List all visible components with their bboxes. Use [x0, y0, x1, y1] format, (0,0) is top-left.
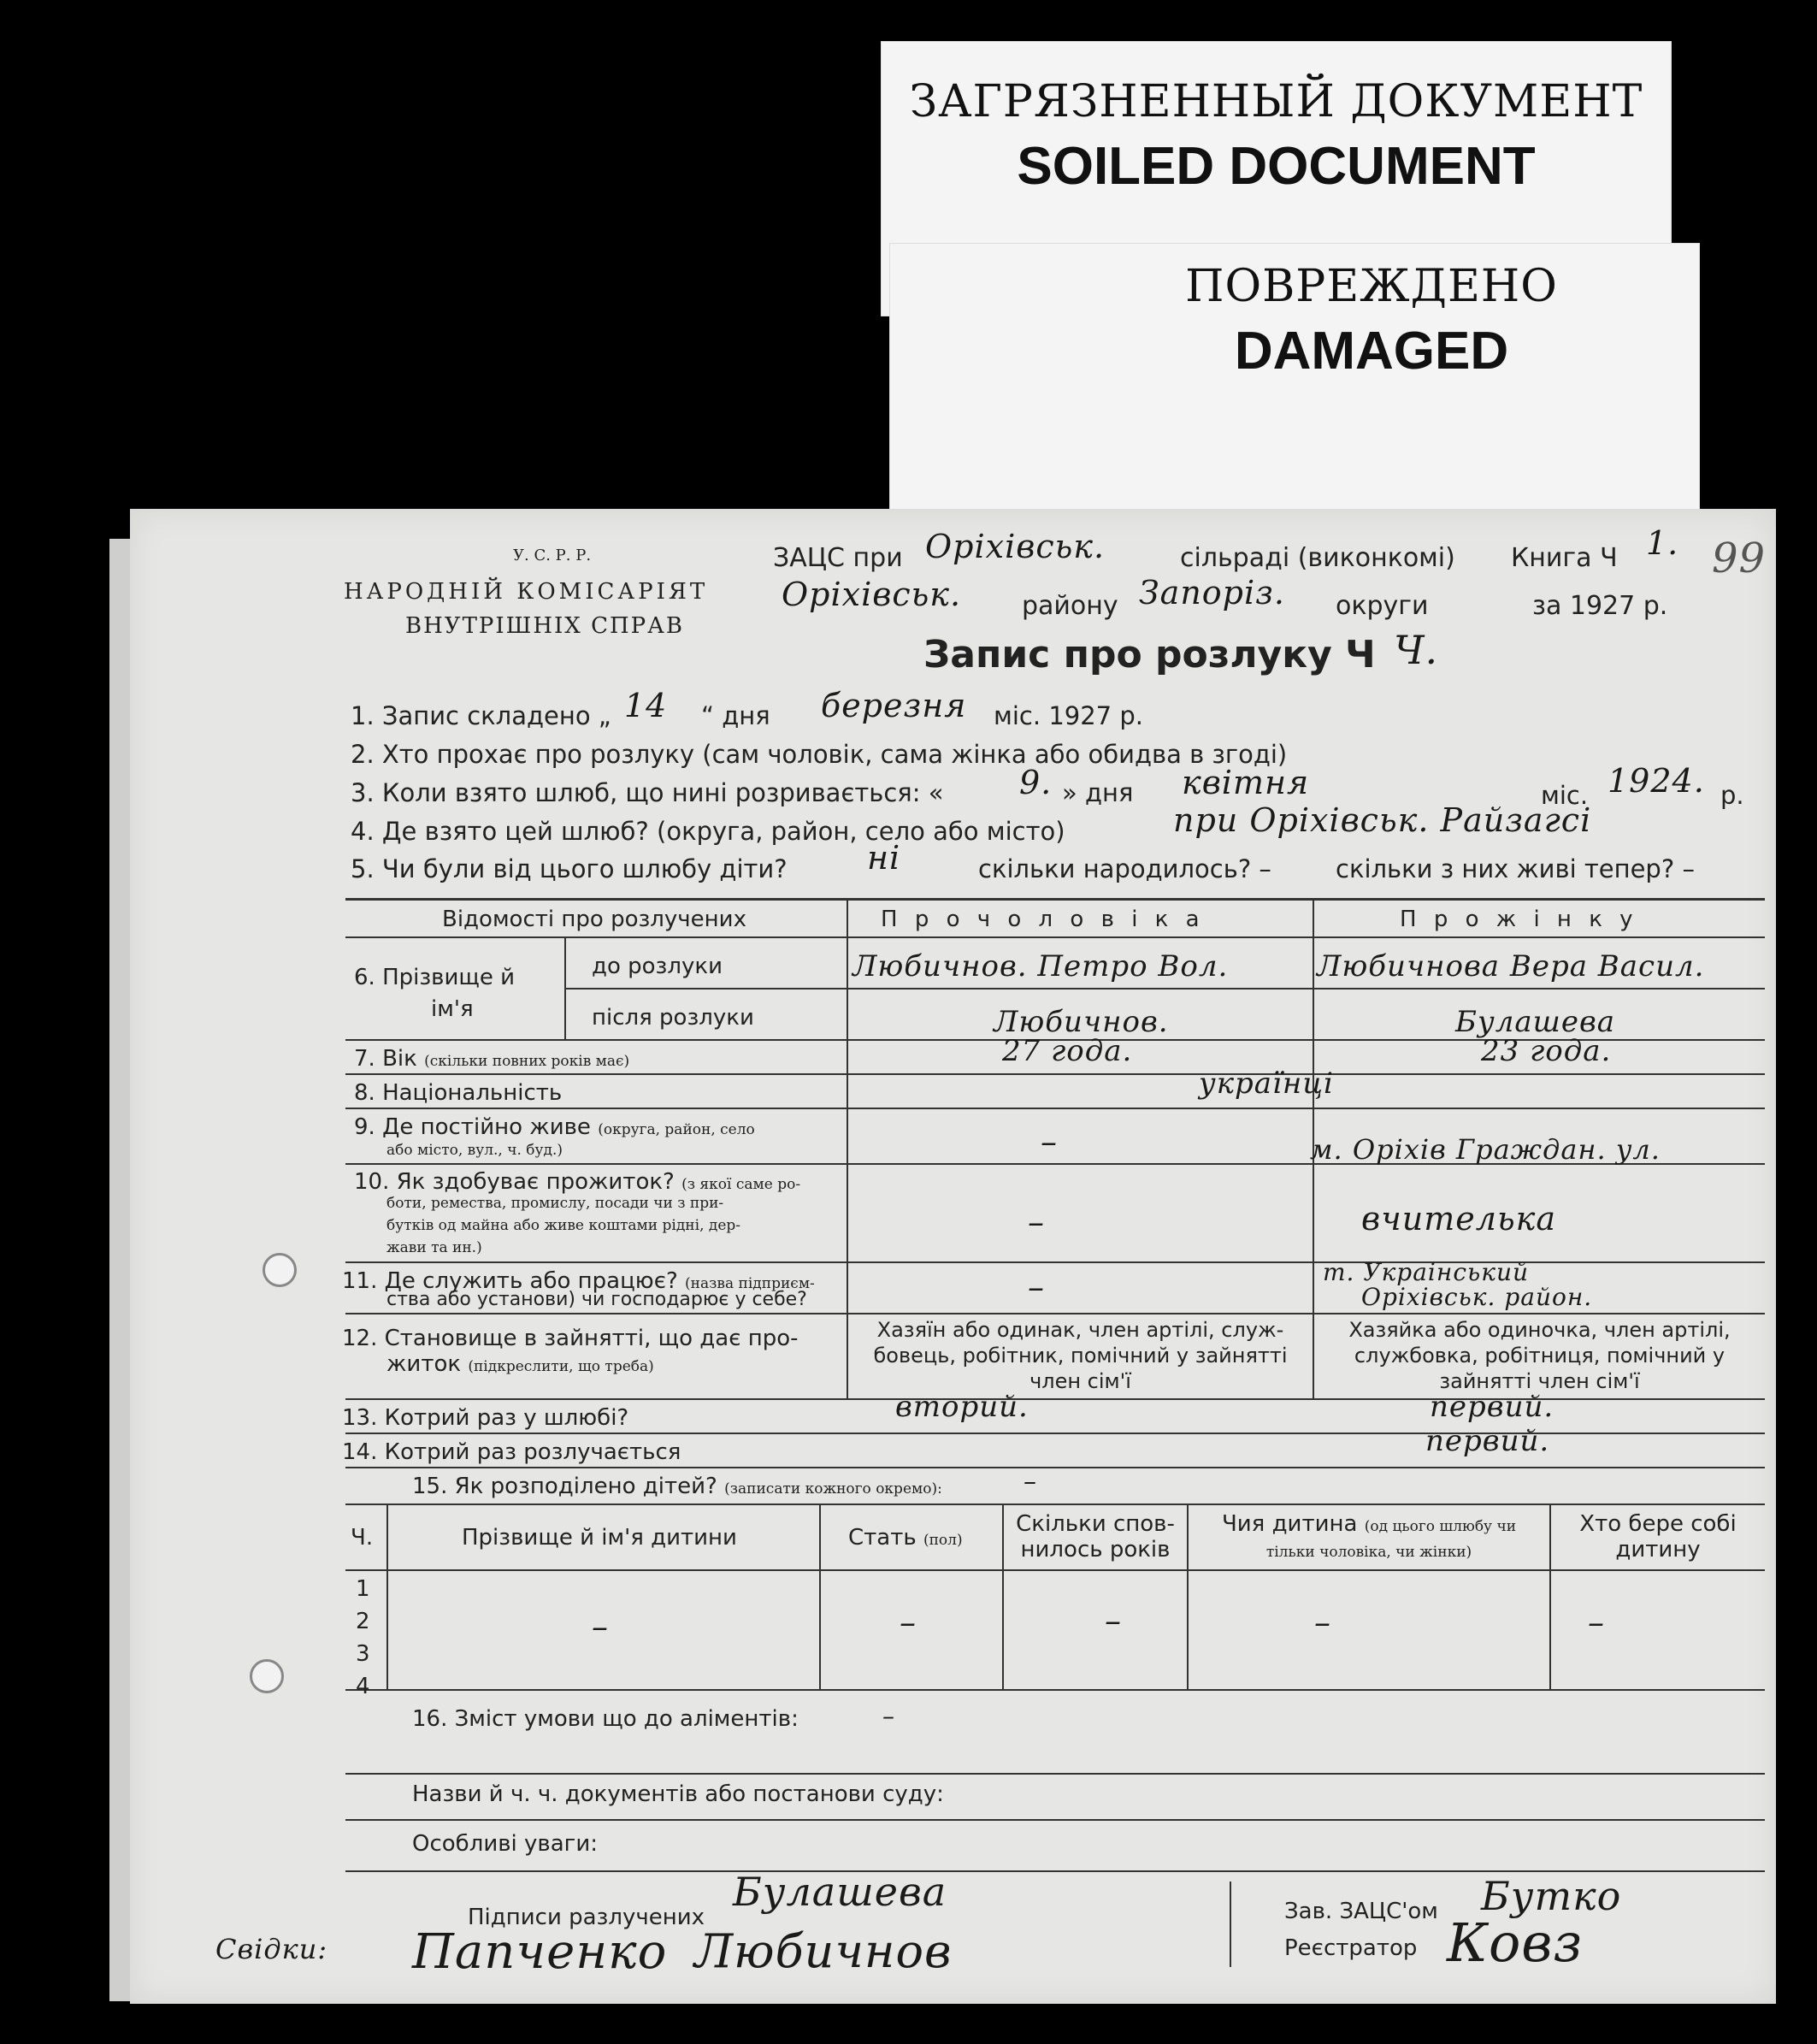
- r11-woman2: Орiхiвськ. район.: [1361, 1283, 1593, 1311]
- q5-value: нi: [867, 839, 901, 877]
- child-row-num: 2: [356, 1609, 370, 1634]
- r6-man-before: Любичнов. Петро Вол.: [852, 949, 1229, 984]
- child-row-num: 1: [356, 1576, 370, 1602]
- children-h-takes: [1551, 1511, 1765, 1563]
- q3-year: 1924.: [1608, 762, 1705, 800]
- r11-man: –: [1028, 1268, 1045, 1306]
- knyha-label: Книга Ч: [1511, 543, 1618, 573]
- table-rule: [345, 1503, 1765, 1505]
- table-rule: [564, 988, 1765, 990]
- child-age-dash: –: [1105, 1602, 1122, 1639]
- r12-man-options: [848, 1317, 1313, 1394]
- r10-label-sub: (з якої саме ро-: [681, 1176, 801, 1193]
- r12-label-sub: (підкреслити, що треба): [468, 1358, 654, 1375]
- r10-label-sub2: боти, ремества, промислу, посади чи з при-: [386, 1195, 724, 1212]
- document-title: Запис про розлуку Ч: [923, 633, 1376, 676]
- q3-day: 9.: [1019, 764, 1053, 801]
- witness-label: Свiдки:: [215, 1933, 328, 1965]
- r9-label-sub: (округа, район, село: [598, 1121, 755, 1138]
- table-rule: [345, 1467, 1765, 1468]
- child-takes-dash: –: [1588, 1604, 1605, 1641]
- table-rule: [345, 1433, 1765, 1434]
- r7-label: [354, 1046, 629, 1072]
- r9-label-main: 9. Де постійно живе: [354, 1114, 591, 1140]
- head-signature: Бутко: [1481, 1873, 1622, 1919]
- r10-woman: вчителька: [1361, 1200, 1556, 1238]
- r9-woman: м. Орiхiв Граждан. ул.: [1310, 1133, 1661, 1166]
- q1-label: 1. Запис складено „: [351, 701, 611, 730]
- q16-value: –: [882, 1702, 895, 1730]
- r14-woman: первий.: [1425, 1424, 1550, 1458]
- docs-label: Назви й ч. ч. документів або постанови суду:: [412, 1781, 944, 1807]
- year-label: за 1927 р.: [1532, 591, 1668, 621]
- r6-after-label: після розлуки: [592, 1005, 754, 1031]
- soiled-label-en: SOILED DOCUMENT: [1017, 137, 1536, 196]
- signature-1: Булашева: [733, 1869, 947, 1915]
- head-label: Зав. ЗАЦС'ом: [1284, 1899, 1438, 1924]
- children-h-sex-sub: (пол): [923, 1532, 963, 1549]
- signature-divider: [1230, 1882, 1231, 1967]
- page-number: 99: [1712, 535, 1767, 582]
- silradi-label: сільраді (виконкомі): [1180, 543, 1455, 573]
- zags-pri-value: Орiхiвськ.: [925, 528, 1106, 565]
- r6-label: 6. Прізвище й: [354, 965, 516, 990]
- q4-label: 4. Де взято цей шлюб? (округа, район, село або місто): [351, 817, 1065, 846]
- table-rule: [564, 936, 566, 1039]
- zags-pri-label: ЗАЦС при: [773, 543, 903, 573]
- q5-alive: скільки з них живі тепер? –: [1336, 854, 1695, 883]
- children-h-age-line1: Скільки спов-: [1016, 1511, 1175, 1537]
- r11-label-main: 11. Де служить або працює?: [342, 1268, 678, 1294]
- children-h-whose-line2: тільки чоловіка, чи жінки): [1265, 1544, 1472, 1561]
- r12-woman-options: [1314, 1317, 1765, 1394]
- children-h-num: Ч.: [351, 1525, 374, 1551]
- children-h-name: Прізвище й ім'я дитини: [462, 1525, 737, 1551]
- punch-hole: [263, 1253, 297, 1287]
- children-rule: [345, 1569, 1765, 1571]
- damaged-label: [889, 243, 1700, 518]
- witness-signature: Папченко: [412, 1924, 668, 1980]
- q3-month: квiтня: [1182, 764, 1310, 801]
- r6-label-b: ім'я: [431, 996, 474, 1022]
- q5-label: 5. Чи були від цього шлюбу діти?: [351, 854, 788, 883]
- children-h-sex: [848, 1525, 963, 1551]
- r7-man: 27 года.: [1002, 1034, 1133, 1068]
- r14-label: 14. Котрий раз розлучається: [342, 1439, 681, 1465]
- registrar-signature: Ковз: [1447, 1911, 1584, 1974]
- children-label-sub: (записати кожного окремо):: [724, 1480, 942, 1498]
- children-dash: –: [1024, 1467, 1037, 1497]
- r12-label-b: [386, 1351, 654, 1377]
- signature-2: Любичнов: [694, 1924, 953, 1978]
- table-rule: [345, 898, 1765, 901]
- col-woman-header: П р о ж і н к у: [1400, 907, 1638, 932]
- form-rule: [345, 1819, 1765, 1821]
- q4-value: при Орiхiвськ. Райзагсi: [1173, 801, 1592, 839]
- soiled-label-ru: ЗАГРЯЗНЕННЫЙ ДОКУМЕНТ: [909, 76, 1643, 127]
- r12-woman-line3: зайнятті член сім'ї: [1439, 1369, 1640, 1393]
- children-h-age-line2: нилось років: [1020, 1537, 1171, 1563]
- q1-end: міс. 1927 р.: [994, 701, 1143, 730]
- r6-man-after: Любичнов.: [994, 1005, 1169, 1039]
- children-rule: [819, 1503, 821, 1689]
- r6-woman-before: Любичнова Вера Васил.: [1317, 949, 1705, 984]
- r9-label-sub2: або місто, вул., ч. буд.): [386, 1142, 563, 1159]
- col-man-header: П р о ч о л о в і к а: [881, 907, 1205, 932]
- q16-label: 16. Зміст умови що до аліментів:: [412, 1706, 799, 1732]
- r12-man-line2: бовець, робітник, помічний у зайнятті: [873, 1344, 1288, 1368]
- okruhy-label: округи: [1336, 591, 1429, 621]
- children-h-age: [1004, 1511, 1187, 1563]
- signatures-label: Підписи разлучених: [468, 1905, 705, 1930]
- damaged-label-en: DAMAGED: [1234, 322, 1509, 381]
- registrar-label: Реєстратор: [1284, 1935, 1418, 1961]
- q3-r: р.: [1720, 781, 1744, 810]
- children-h-takes-line2: дитину: [1615, 1537, 1701, 1563]
- r12-man-line3: член сім'ї: [1029, 1369, 1131, 1393]
- q1-mid: “ дня: [701, 701, 770, 730]
- punch-hole: [250, 1659, 284, 1693]
- q1-month: березня: [821, 687, 967, 724]
- q3-mid: » дня: [1062, 778, 1134, 807]
- r6-before-label: до розлуки: [592, 954, 723, 979]
- r8-value: українцi: [1199, 1066, 1334, 1101]
- children-h-whose-line1: [1189, 1511, 1549, 1539]
- r7-woman: 23 года.: [1481, 1034, 1612, 1068]
- r10-label: [354, 1169, 800, 1195]
- r10-man: –: [1028, 1203, 1045, 1241]
- okruh-value: Запорiз.: [1139, 574, 1285, 611]
- rayon-value: Орiхiвськ.: [782, 576, 962, 613]
- r9-man: –: [1041, 1123, 1058, 1161]
- children-label: [412, 1474, 942, 1499]
- table-rule: [345, 936, 1765, 938]
- r8-label: 8. Національність: [354, 1080, 563, 1106]
- r12-woman-line2: службовка, робітниця, помічний у: [1354, 1344, 1726, 1368]
- r9-label: [354, 1114, 755, 1140]
- q3-label: 3. Коли взято шлюб, що нині розривається: «: [351, 778, 944, 807]
- title-number: Ч.: [1394, 627, 1439, 673]
- ussr-label: У. С. Р. Р.: [513, 546, 592, 564]
- damaged-label-ru: ПОВРЕЖДЕНО: [1185, 261, 1558, 312]
- child-row-num: 3: [356, 1641, 370, 1667]
- children-rule: [386, 1503, 388, 1689]
- children-rule: [345, 1689, 1765, 1691]
- r12-label-main: житок: [386, 1351, 462, 1377]
- col-info-header: Відомості про розлучених: [442, 907, 746, 932]
- children-label-main: 15. Як розподілено дітей?: [412, 1474, 717, 1499]
- children-h-whose-sub: (од цього шлюбу чи: [1364, 1518, 1517, 1535]
- q5-born: скільки народилось? –: [978, 854, 1271, 883]
- r7-label-main: 7. Вік: [354, 1046, 417, 1072]
- notes-label: Особливі уваги:: [412, 1831, 598, 1857]
- rayonu-label: району: [1022, 591, 1118, 621]
- table-rule: [345, 1261, 1765, 1263]
- child-whose-dash: –: [1314, 1604, 1331, 1641]
- children-h-whose: [1189, 1511, 1549, 1565]
- form-rule: [345, 1870, 1765, 1872]
- r13-woman: первий.: [1430, 1390, 1554, 1424]
- table-rule: [345, 1073, 1765, 1075]
- table-rule: [345, 1313, 1765, 1314]
- r11-woman1: т. Украiнський: [1323, 1258, 1530, 1286]
- table-rule: [345, 1108, 1765, 1109]
- r10-label-sub3: бутків од майна або живе коштами рідні, дер-: [386, 1217, 741, 1234]
- r6-woman-after: Булашева: [1455, 1005, 1616, 1039]
- ministry-line2: ВНУТРІШНІХ СПРАВ: [405, 613, 684, 639]
- ministry-line1: НАРОДНІЙ КОМІСАРІЯТ: [344, 579, 709, 605]
- children-h-whose-main: Чия дитина: [1221, 1511, 1358, 1537]
- r10-label-sub4: жави та ин.): [386, 1239, 482, 1256]
- r12-woman-line1: Хазяйка або одиночка, член артілі,: [1348, 1318, 1731, 1342]
- r11-label-sub: (назва підприєм-: [685, 1275, 815, 1292]
- r12-label-a: 12. Становище в зайнятті, що дає про-: [342, 1326, 799, 1351]
- document-sheet: [130, 509, 1776, 2004]
- knyha-value: 1.: [1646, 524, 1679, 562]
- child-sex-dash: –: [900, 1604, 917, 1641]
- r7-label-sub: (скільки повних років має): [424, 1053, 630, 1070]
- q2-label: 2. Хто прохає про розлуку (сам чоловік, сама жінка або обидва в згоді): [351, 740, 1288, 769]
- child-name-dash: –: [592, 1608, 609, 1645]
- children-h-takes-line1: Хто бере собі: [1579, 1511, 1737, 1537]
- r13-label: 13. Котрий раз у шлюбі?: [342, 1405, 629, 1431]
- q1-day: 14: [624, 687, 668, 724]
- r13-man: вторий.: [895, 1390, 1029, 1424]
- q3-mis: міс.: [1541, 781, 1589, 810]
- r10-label-main: 10. Як здобуває прожиток?: [354, 1169, 675, 1195]
- r12-man-line1: Хазяїн або одинак, член артілі, служ-: [876, 1318, 1284, 1342]
- form-rule: [345, 1773, 1765, 1775]
- children-h-sex-main: Стать: [848, 1525, 917, 1551]
- r11-label-b: ства або установи) чи господарює у себе?: [386, 1289, 807, 1310]
- child-row-num: 4: [356, 1674, 370, 1699]
